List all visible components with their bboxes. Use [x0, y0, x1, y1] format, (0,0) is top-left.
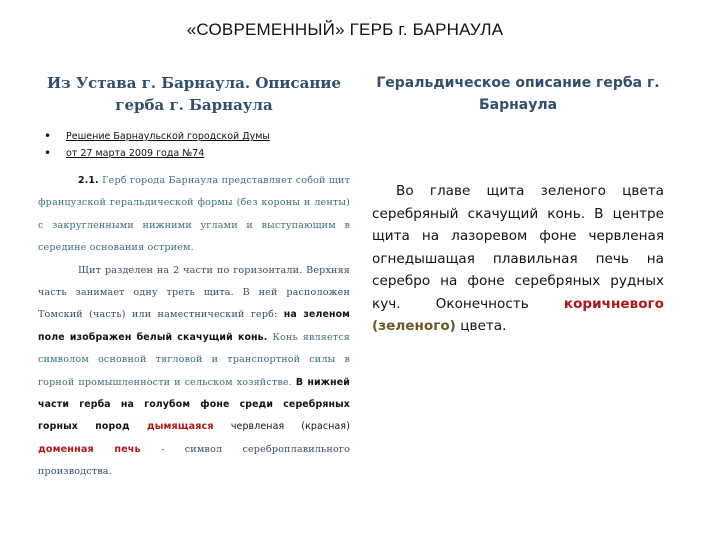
heraldic-description: Во главе щита зеленого цвета серебряный скачущий конь. В центре щита на лазоревом фоне червленая огнедышащая плавильная печь на серебро на фоне серебряных рудных куч. Оконечность коричневого (зеленого) цвета.	[372, 183, 664, 334]
right-heading: Геральдическое описание герба г. Барнаула	[376, 75, 660, 113]
slide-title: «СОВРЕМЕННЫЙ» ГЕРБ г. БАРНАУЛА	[186, 20, 504, 39]
paragraph-2: Щит разделен на 2 части по горизонтали. Верхняя часть занимает одну треть щита. В ней расположен Томский (часть) или наместнический герб: на зеленом поле изображен белый скачущий конь. Конь является символом основной тягловой и транспортной силы в горной промышленности и сельском хозяйстве. В нижней части герба на голубом фоне среди серебряных горных пород дымящаяся червленая (красная) доменная печь - символ сереброплавильного производства.	[38, 264, 351, 478]
reference-item: • от 27 марта 2009 года №74	[38, 145, 350, 162]
left-heading: Из Устава г. Барнаула. Описание герба г. Барнаула	[46, 74, 342, 114]
reference-item: • Решение Барнаульской городской Думы	[38, 128, 350, 145]
reference-list	[38, 128, 350, 162]
right-column	[372, 72, 664, 338]
paragraph-1: 2.1. Герб города Барнаула представляет собой щит французской геральдической формы (без короны и ленты) с закругленными нижними углами и выступающим в середине основания острием.	[38, 175, 350, 254]
charter-text	[38, 170, 350, 484]
left-column	[38, 72, 350, 484]
